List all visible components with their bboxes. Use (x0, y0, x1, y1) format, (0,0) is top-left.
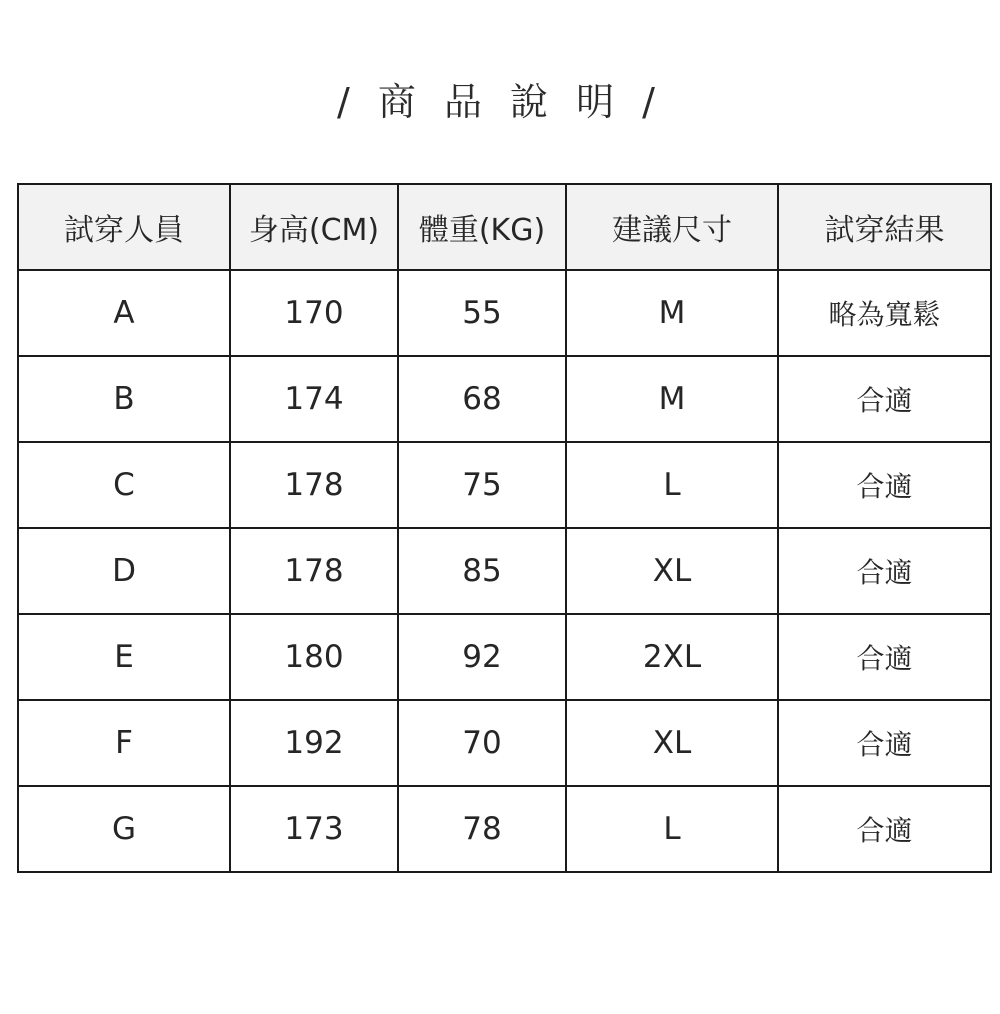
result-cell: 合適 (778, 442, 991, 528)
table-header-row (18, 184, 991, 270)
height-cell: 174 (230, 356, 398, 442)
size-chart-table (17, 183, 992, 873)
height-cell: 180 (230, 614, 398, 700)
table-row (18, 700, 991, 786)
header-weight: 體重(KG) (398, 184, 566, 270)
size-cell: XL (566, 700, 778, 786)
header-height: 身高(CM) (230, 184, 398, 270)
size-cell: XL (566, 528, 778, 614)
header-tester: 試穿人員 (18, 184, 230, 270)
table-row (18, 442, 991, 528)
result-cell: 略為寬鬆 (778, 270, 991, 356)
size-cell: L (566, 786, 778, 872)
result-cell: 合適 (778, 700, 991, 786)
table-row (18, 356, 991, 442)
tester-cell: D (18, 528, 230, 614)
height-cell: 178 (230, 528, 398, 614)
weight-cell: 70 (398, 700, 566, 786)
result-cell: 合適 (778, 356, 991, 442)
header-fit-result: 試穿結果 (778, 184, 991, 270)
tester-cell: F (18, 700, 230, 786)
tester-cell: E (18, 614, 230, 700)
weight-cell: 75 (398, 442, 566, 528)
header-suggested-size: 建議尺寸 (566, 184, 778, 270)
height-cell: 170 (230, 270, 398, 356)
weight-cell: 92 (398, 614, 566, 700)
result-cell: 合適 (778, 614, 991, 700)
tester-cell: C (18, 442, 230, 528)
tester-cell: G (18, 786, 230, 872)
page-title: / 商 品 說 明 / (336, 80, 663, 124)
height-cell: 178 (230, 442, 398, 528)
tester-cell: B (18, 356, 230, 442)
weight-cell: 68 (398, 356, 566, 442)
table-row (18, 786, 991, 872)
tester-cell: A (18, 270, 230, 356)
size-cell: 2XL (566, 614, 778, 700)
result-cell: 合適 (778, 786, 991, 872)
table-row (18, 528, 991, 614)
table-row (18, 270, 991, 356)
weight-cell: 85 (398, 528, 566, 614)
size-cell: M (566, 270, 778, 356)
table-row (18, 614, 991, 700)
height-cell: 173 (230, 786, 398, 872)
size-cell: L (566, 442, 778, 528)
size-cell: M (566, 356, 778, 442)
weight-cell: 78 (398, 786, 566, 872)
result-cell: 合適 (778, 528, 991, 614)
weight-cell: 55 (398, 270, 566, 356)
height-cell: 192 (230, 700, 398, 786)
